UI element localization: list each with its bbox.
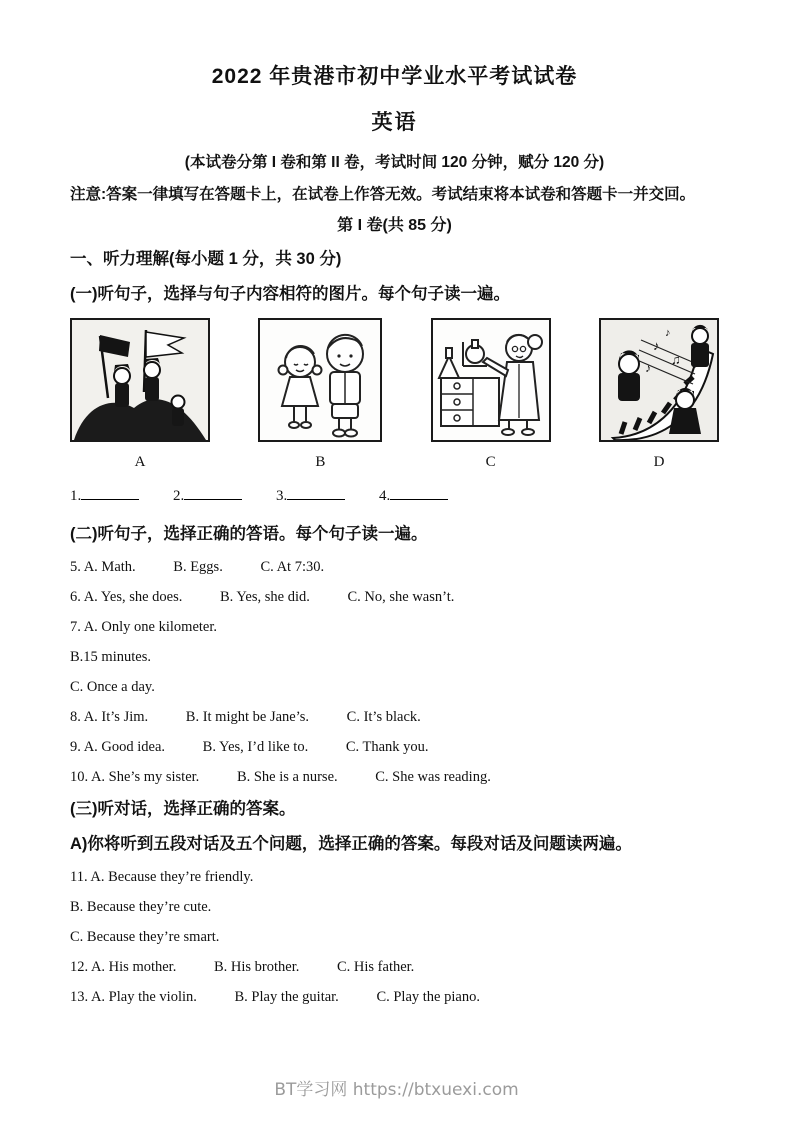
answer-blanks-row xyxy=(70,486,719,505)
blank-line xyxy=(390,486,448,500)
q8-option-c: C. It’s black. xyxy=(346,709,421,725)
q9-option-a: 9. A. Good idea. xyxy=(70,739,166,755)
svg-text:♪: ♪ xyxy=(664,327,671,339)
picture-label-a: A xyxy=(134,454,146,470)
q12-option-b: B. His brother. xyxy=(213,959,300,975)
question-7-option-a: 7. A. Only one kilometer. xyxy=(70,619,217,635)
blank-line xyxy=(287,486,345,500)
blank-line xyxy=(81,486,139,500)
watermark-footer: BT学习网 https://btxuexi.com xyxy=(274,1080,519,1100)
q8-option-a: 8. A. It’s Jim. xyxy=(70,709,149,725)
exam-notice: 注意:答案一律填写在答题卡上，在试卷上作答无效。考试结束将本试卷和答题卡一并交回。 xyxy=(70,186,696,203)
q13-option-b: B. Play the guitar. xyxy=(234,989,339,1005)
question-5 xyxy=(70,558,719,576)
q5-option-b: B. Eggs. xyxy=(173,559,223,575)
q8-option-b: B. It might be Jane’s. xyxy=(185,709,310,725)
answer-blank-1: 1. xyxy=(70,488,139,504)
children-playing-music-illustration xyxy=(601,320,717,440)
q10-option-a: 10. A. She’s my sister. xyxy=(70,769,200,785)
question-9 xyxy=(70,738,719,756)
svg-text:♫: ♫ xyxy=(670,352,681,367)
q12-option-a: 12. A. His mother. xyxy=(70,959,177,975)
q9-option-b: B. Yes, I’d like to. xyxy=(202,739,309,755)
sub3-part-a-instruction: A)你将听到五段对话及五个问题，选择正确的答案。每段对话及问题读两遍。 xyxy=(70,835,632,853)
q9-option-c: C. Thank you. xyxy=(345,739,429,755)
picture-labels-row xyxy=(70,454,719,471)
picture-label-d: D xyxy=(653,454,665,470)
picture-option-c xyxy=(431,318,551,442)
question-7-option-b: B.15 minutes. xyxy=(70,649,151,665)
svg-text:♪: ♪ xyxy=(644,361,651,375)
q10-option-c: C. She was reading. xyxy=(375,769,491,785)
q6-option-c: C. No, she wasn’t. xyxy=(347,589,455,605)
picture-options-row xyxy=(70,318,719,444)
svg-text:♪: ♪ xyxy=(652,338,660,353)
blank-line xyxy=(184,486,242,500)
question-11-option-a: 11. A. Because they’re friendly. xyxy=(70,869,254,885)
picture-option-a xyxy=(70,318,210,442)
sub1-instruction: (一)听句子，选择与句子内容相符的图片。每个句子读一遍。 xyxy=(70,285,510,303)
question-7-option-c: C. Once a day. xyxy=(70,679,155,695)
question-11-option-c: C. Because they’re smart. xyxy=(70,929,220,945)
sub3-instruction: (三)听对话，选择正确的答案。 xyxy=(70,800,296,818)
answer-blank-2: 2. xyxy=(173,488,242,504)
flags-on-mountain-illustration xyxy=(72,320,208,440)
question-12 xyxy=(70,958,719,976)
q12-option-c: C. His father. xyxy=(336,959,415,975)
girl-and-boy-illustration xyxy=(260,320,380,440)
q5-option-c: C. At 7:30. xyxy=(260,559,325,575)
question-8 xyxy=(70,708,719,726)
q13-option-a: 13. A. Play the violin. xyxy=(70,989,197,1005)
question-13 xyxy=(70,988,719,1006)
picture-label-b: B xyxy=(315,454,326,470)
science-experiment-illustration xyxy=(433,320,549,440)
question-6 xyxy=(70,588,719,606)
q5-option-a: 5. A. Math. xyxy=(70,559,136,575)
page-title: 2022 年贵港市初中学业水平考试试卷 xyxy=(211,65,578,88)
section1-heading: 一、听力理解(每小题 1 分，共 30 分) xyxy=(70,250,342,268)
answer-blank-4: 4. xyxy=(379,488,448,504)
q13-option-c: C. Play the piano. xyxy=(376,989,480,1005)
picture-label-c: C xyxy=(485,454,496,470)
subject-title: 英语 xyxy=(371,111,418,134)
q6-option-b: B. Yes, she did. xyxy=(220,589,310,605)
question-11-option-b: B. Because they’re cute. xyxy=(70,899,212,915)
part1-heading: 第 I 卷(共 85 分) xyxy=(337,217,452,234)
question-10 xyxy=(70,768,719,786)
q6-option-a: 6. A. Yes, she does. xyxy=(70,589,183,605)
picture-option-b xyxy=(258,318,382,442)
sub2-instruction: (二)听句子，选择正确的答语。每个句子读一遍。 xyxy=(70,525,428,543)
exam-info-line: (本试卷分第 I 卷和第 II 卷，考试时间 120 分钟，赋分 120 分) xyxy=(184,154,605,171)
answer-blank-3: 3. xyxy=(276,488,345,504)
picture-option-d xyxy=(599,318,719,442)
q10-option-b: B. She is a nurse. xyxy=(236,769,338,785)
